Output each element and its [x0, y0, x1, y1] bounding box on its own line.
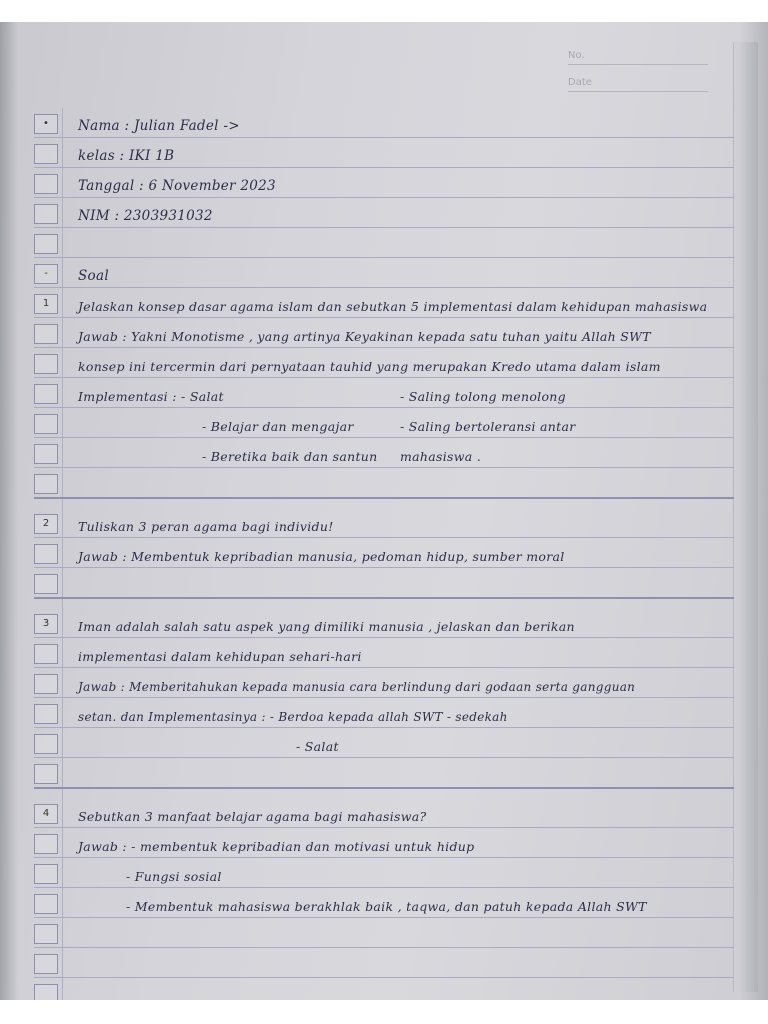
q3-question: Iman adalah salah satu aspek yang dimiliki manusia , jelaskan dan berikan — [78, 619, 575, 634]
line-box — [34, 924, 58, 944]
q1-answer: konsep ini tercermin dari pernyataan tauhid yang merupakan Kredo utama dalam islam — [78, 359, 661, 374]
q3-answer: Jawab : Memberitahukan kepada manusia cara berlindung dari godaan serta gangguan — [78, 680, 636, 694]
line-empty — [34, 948, 734, 978]
q3-extra-line — [34, 728, 734, 758]
q4-question-line — [34, 798, 734, 828]
line-box — [34, 444, 58, 464]
q4-answer-line — [34, 858, 734, 888]
line-box — [34, 954, 58, 974]
line-box: • — [34, 114, 58, 134]
q3-question-line — [34, 608, 734, 638]
line-box — [34, 384, 58, 404]
q1-impl-left: - Belajar dan mengajar — [202, 419, 354, 434]
line-empty — [34, 978, 734, 1000]
line-box — [34, 474, 58, 494]
q1-answer-line — [34, 348, 734, 378]
q1-question-line — [34, 288, 734, 318]
line-box — [34, 674, 58, 694]
line-box — [34, 234, 58, 254]
date-field — [568, 65, 708, 92]
q1-impl-line — [34, 408, 734, 438]
q4-answer: Jawab : - membentuk kepribadian dan motivasi untuk hidup — [78, 839, 475, 854]
line-box — [34, 574, 58, 594]
line-box — [34, 174, 58, 194]
q1-impl-left: - Beretika baik dan santun — [202, 449, 378, 464]
line-box — [34, 324, 58, 344]
nim-text: NIM : 2303931032 — [78, 208, 213, 224]
no-field — [568, 38, 708, 65]
question-number: 4 — [34, 804, 58, 824]
q3-question-line — [34, 638, 734, 668]
question-number: 2 — [34, 514, 58, 534]
question-number: 1 — [34, 294, 58, 314]
line-empty — [34, 468, 734, 499]
line-box — [34, 204, 58, 224]
q3-answer: setan. dan Implementasinya : - Berdoa kepada allah SWT - sedekah — [78, 710, 508, 724]
tanggal-text: Tanggal : 6 November 2023 — [78, 178, 276, 194]
q1-question: Jelaskan konsep dasar agama islam dan sebutkan 5 implementasi dalam kehidupan mahasiswa — [78, 299, 708, 314]
notebook-page — [0, 22, 768, 1000]
line-box — [34, 894, 58, 914]
nama-text: Nama : Julian Fadel -> — [78, 118, 240, 134]
line-soal-heading — [34, 258, 734, 288]
q3-question: implementasi dalam kehidupan sehari-hari — [78, 649, 362, 664]
date-label: Date — [568, 77, 592, 88]
q1-answer-line — [34, 318, 734, 348]
q4-answer-line — [34, 888, 734, 918]
header-meta — [568, 38, 708, 92]
q1-impl-line — [34, 378, 734, 408]
question-number: 3 — [34, 614, 58, 634]
soal-heading: Soal — [78, 268, 109, 284]
q3-answer-line — [34, 668, 734, 698]
q4-answer-line — [34, 828, 734, 858]
line-nim — [34, 198, 734, 228]
line-tanggal — [34, 168, 734, 198]
page-stack-edge — [733, 42, 758, 992]
line-nama — [34, 108, 734, 138]
q2-question-line — [34, 508, 734, 538]
q1-impl-right: - Saling bertoleransi antar — [400, 419, 576, 434]
ruled-lines — [34, 108, 734, 1000]
q1-impl-right: - Saling tolong menolong — [400, 389, 566, 404]
line-kelas — [34, 138, 734, 168]
q4-answer: - Fungsi sosial — [126, 869, 222, 884]
page-shadow — [0, 22, 18, 1000]
line-empty — [34, 568, 734, 599]
q4-answer: - Membentuk mahasiswa berakhlak baik , taqwa, dan patuh kepada Allah SWT — [126, 899, 647, 914]
line-box — [34, 764, 58, 784]
q2-question: Tuliskan 3 peran agama bagi individu! — [78, 519, 334, 534]
line-box — [34, 734, 58, 754]
line-empty — [34, 758, 734, 789]
no-label: No. — [568, 50, 585, 61]
line-box — [34, 544, 58, 564]
q2-answer: Jawab : Membentuk kepribadian manusia, pedoman hidup, sumber moral — [78, 549, 565, 564]
line-box — [34, 864, 58, 884]
q4-question: Sebutkan 3 manfaat belajar agama bagi mahasiswa? — [78, 809, 427, 824]
line-box: - — [34, 264, 58, 284]
line-empty — [34, 228, 734, 258]
line-box — [34, 834, 58, 854]
q1-impl-right: mahasiswa . — [400, 449, 482, 464]
line-box — [34, 704, 58, 724]
line-box — [34, 144, 58, 164]
q1-answer: Jawab : Yakni Monotisme , yang artinya Keyakinan kepada satu tuhan yaitu Allah SWT — [78, 329, 651, 344]
q3-extra: - Salat — [296, 739, 339, 754]
line-box — [34, 984, 58, 1000]
line-box — [34, 414, 58, 434]
q3-answer-line — [34, 698, 734, 728]
line-box — [34, 354, 58, 374]
q1-impl-line — [34, 438, 734, 468]
q1-impl-label: Implementasi : - Salat — [78, 389, 224, 404]
line-box — [34, 644, 58, 664]
kelas-text: kelas : IKI 1B — [78, 148, 175, 164]
q2-answer-line — [34, 538, 734, 568]
line-empty — [34, 918, 734, 948]
